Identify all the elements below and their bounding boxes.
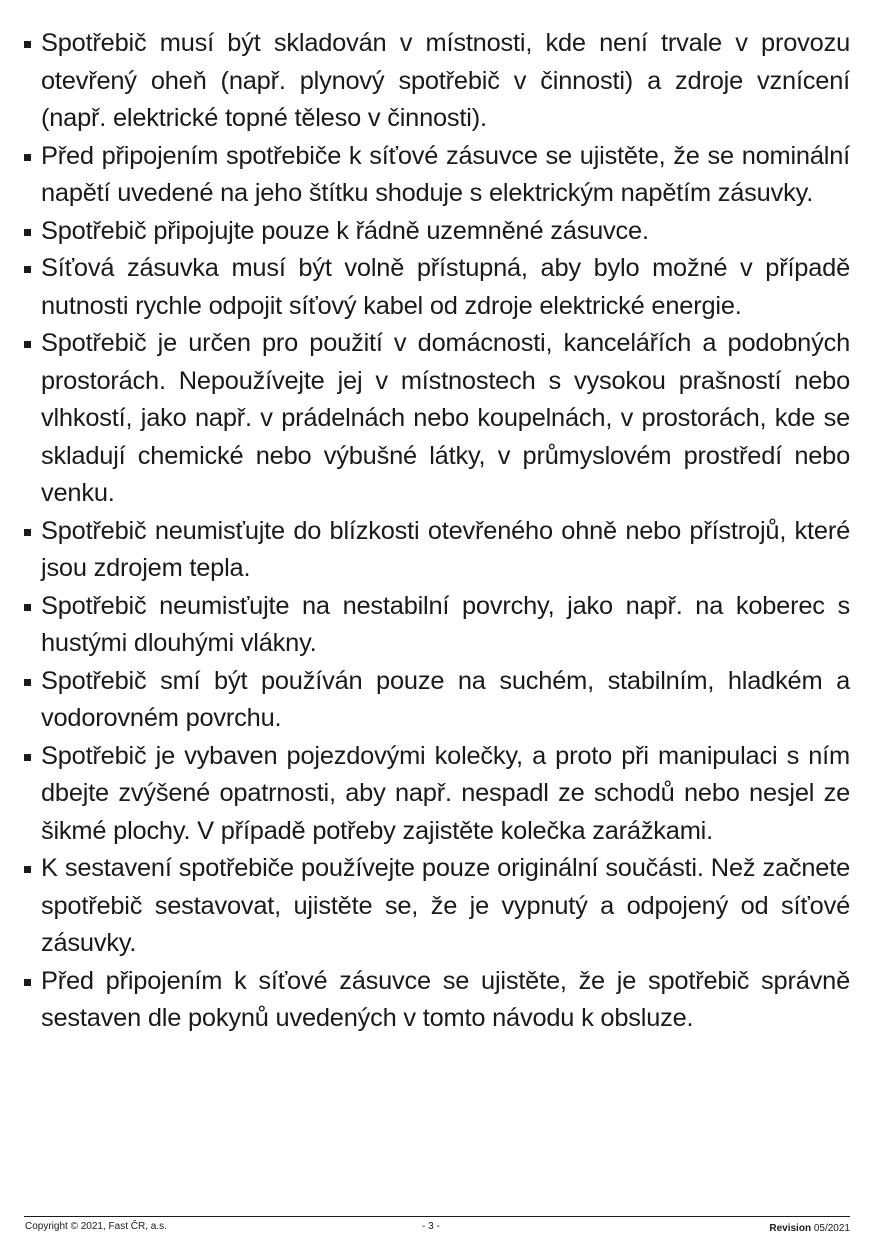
list-item-text: Spotřebič je určen pro použití v domácnosti, kancelářích a podobných prostorách. Nepoužívejte jej v místnostech s vysokou prašností nebo vlhkostí, jako např. v prádelnách nebo koupelnách, v prostorách, kde se skladují chemické nebo výbušné látky, v průmyslovém prostředí nebo venku. <box>41 329 850 507</box>
list-item <box>22 663 850 738</box>
footer-copyright: Copyright © 2021, Fast ČR, a.s. <box>25 1221 167 1232</box>
square-bullet-icon <box>24 341 31 348</box>
list-item-text: Spotřebič je vybaven pojezdovými kolečky, a proto při manipulaci s ním dbejte zvýšené opatrnosti, aby např. nespadl ze schodů nebo nesjel ze šikmé plochy. V případě potřeby zajistěte kolečka zarážkami. <box>41 741 850 845</box>
square-bullet-icon <box>24 229 31 236</box>
footer-revision <box>769 1222 850 1236</box>
list-item <box>22 963 850 1038</box>
footer-divider <box>24 1216 850 1217</box>
page-footer <box>24 1220 850 1236</box>
square-bullet-icon <box>24 154 31 161</box>
list-item-text: Před připojením k síťové zásuvce se ujistěte, že je spotřebič správně sestaven dle pokynů uvedených v tomto návodu k obsluze. <box>41 966 850 1032</box>
square-bullet-icon <box>24 41 31 48</box>
square-bullet-icon <box>24 604 31 611</box>
list-item-text: Síťová zásuvka musí být volně přístupná, aby bylo možné v případě nutnosti rychle odpojit síťový kabel od zdroje elektrické energie. <box>41 254 850 320</box>
square-bullet-icon <box>24 679 31 686</box>
list-item <box>22 325 850 513</box>
list-item <box>22 213 850 251</box>
list-item-text: Spotřebič neumisťujte do blízkosti otevřeného ohně nebo přístrojů, které jsou zdrojem tepla. <box>41 516 850 582</box>
footer-revision-value: 05/2021 <box>813 1223 850 1234</box>
square-bullet-icon <box>24 866 31 873</box>
square-bullet-icon <box>24 529 31 536</box>
list-item-text: Spotřebič neumisťujte na nestabilní povrchy, jako např. na koberec s hustými dlouhými vlákny. <box>41 591 850 657</box>
footer-page-number: - 3 - <box>422 1221 440 1232</box>
list-item <box>22 588 850 663</box>
square-bullet-icon <box>24 979 31 986</box>
list-item-text: K sestavení spotřebiče používejte pouze originální součásti. Než začnete spotřebič sestavovat, ujistěte se, že je vypnutý a odpojený od síťové zásuvky. <box>41 854 850 957</box>
list-item <box>22 513 850 588</box>
list-item <box>22 138 850 213</box>
square-bullet-icon <box>24 754 31 761</box>
list-item <box>22 25 850 138</box>
list-item-text: Před připojením spotřebiče k síťové zásuvce se ujistěte, že se nominální napětí uvedené na jeho štítku shoduje s elektrickým napětím zásuvky. <box>41 141 850 207</box>
footer-revision-label: Revision <box>769 1223 812 1234</box>
list-item-text: Spotřebič musí být skladován v místnosti, kde není trvale v provozu otevřený oheň (např. plynový spotřebič v činnosti) a zdroje vznícení (např. elektrické topné těleso v činnosti). <box>41 29 850 132</box>
list-item-text: Spotřebič připojujte pouze k řádně uzemněné zásuvce. <box>41 216 649 245</box>
square-bullet-icon <box>24 266 31 273</box>
list-item <box>22 850 850 963</box>
list-item <box>22 738 850 851</box>
list-item <box>22 250 850 325</box>
safety-instructions-list <box>22 25 850 1038</box>
list-item-text: Spotřebič smí být používán pouze na suchém, stabilním, hladkém a vodorovném povrchu. <box>41 666 850 732</box>
